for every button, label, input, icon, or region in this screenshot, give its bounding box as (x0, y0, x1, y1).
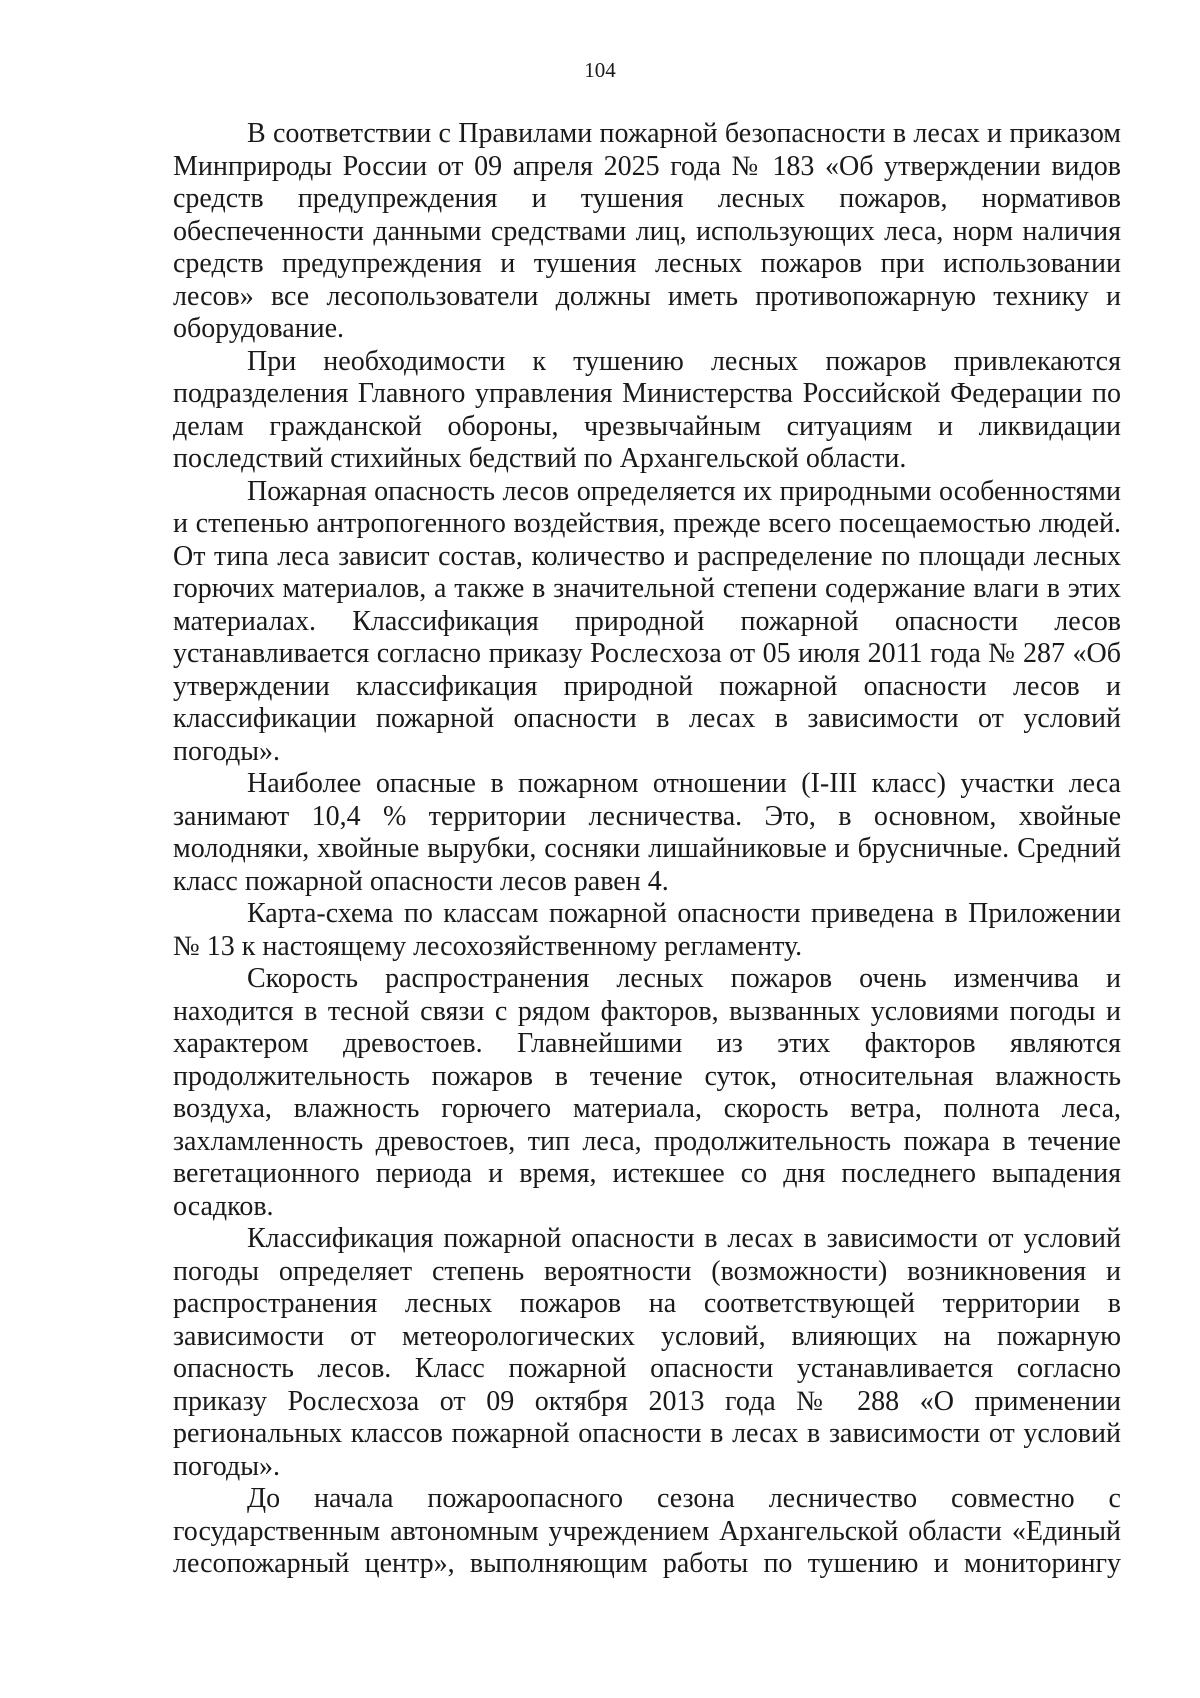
document-body (173, 118, 1121, 1581)
page-number: 104 (584, 58, 616, 82)
paragraph-fire-safety-rules: В соответствии с Правилами пожарной безопасности в лесах и приказом Минприроды России от 09 апреля 2025 года № 183 «Об утверждении видов средств предупреждения и тушения лесных пожаров, нормативов обеспеченности данными средствами лиц, использующих леса, норм наличия средств предупреждения и тушения лесных пожаров при использовании лесов» все лесопользователи должны иметь противопожарную технику и оборудование. (173, 118, 1121, 344)
paragraph-map-appendix: Карта-схема по классам пожарной опасности приведена в Приложении № 13 к настоящему лесохозяйственному регламенту. (173, 898, 1121, 962)
paragraph-weather-classification: Классификация пожарной опасности в лесах в зависимости от условий погоды определяет степень вероятности (возможности) возникновения и распространения лесных пожаров на соответствующей территории в зависимости от метеорологических условий, влияющих на пожарную опасность лесов. Класс пожарной опасности устанавливается согласно приказу Рослесхоза от 09 октября 2013 года № 288 «О применении региональных классов пожарной опасности в лесах в зависимости от условий погоды». (173, 1223, 1121, 1482)
paragraph-hazard-classes: Наиболее опасные в пожарном отношении (I-III класс) участки леса занимают 10,4 % территории лесничества. Это, в основном, хвойные молодняки, хвойные вырубки, сосняки лишайниковые и брусничные. Средний класс пожарной опасности лесов равен 4. (173, 768, 1121, 897)
paragraph-season-preparation: До начала пожароопасного сезона лесничество совместно с государственным автономным учреждением Архангельской области «Единый лесопожарный центр», выполняющим работы по тушению и мониторингу (173, 1483, 1121, 1579)
paragraph-natural-fire-hazard: Пожарная опасность лесов определяется их природными особенностями и степенью антропогенного воздействия, прежде всего посещаемостью людей. От типа леса зависит состав, количество и распределение по площади лесных горючих материалов, а также в значительной степени содержание влаги в этих материалах. Классификация природной пожарной опасности лесов устанавливается согласно приказу Рослесхоза от 05 июля 2011 года № 287 «Об утверждении классификация природной пожарной опасности лесов и классификации пожарной опасности в лесах в зависимости от условий погоды». (173, 475, 1121, 767)
paragraph-emergency-units: При необходимости к тушению лесных пожаров привлекаются подразделения Главного управления Министерства Российской Федерации по делам гражданской обороны, чрезвычайным ситуациям и ликвидации последствий стихийных бедствий по Архангельской области. (173, 345, 1121, 474)
paragraph-fire-spread-speed: Скорость распространения лесных пожаров очень изменчива и находится в тесной связи с рядом факторов, вызванных условиями погоды и характером древостоев. Главнейшими из этих факторов являются продолжительность пожаров в течение суток, относительная влажность воздуха, влажность горючего материала, скорость ветра, полнота леса, захламленность древостоев, тип леса, продолжительность пожара в течение вегетационного периода и время, истекшее со дня последнего выпадения осадков. (173, 963, 1121, 1222)
